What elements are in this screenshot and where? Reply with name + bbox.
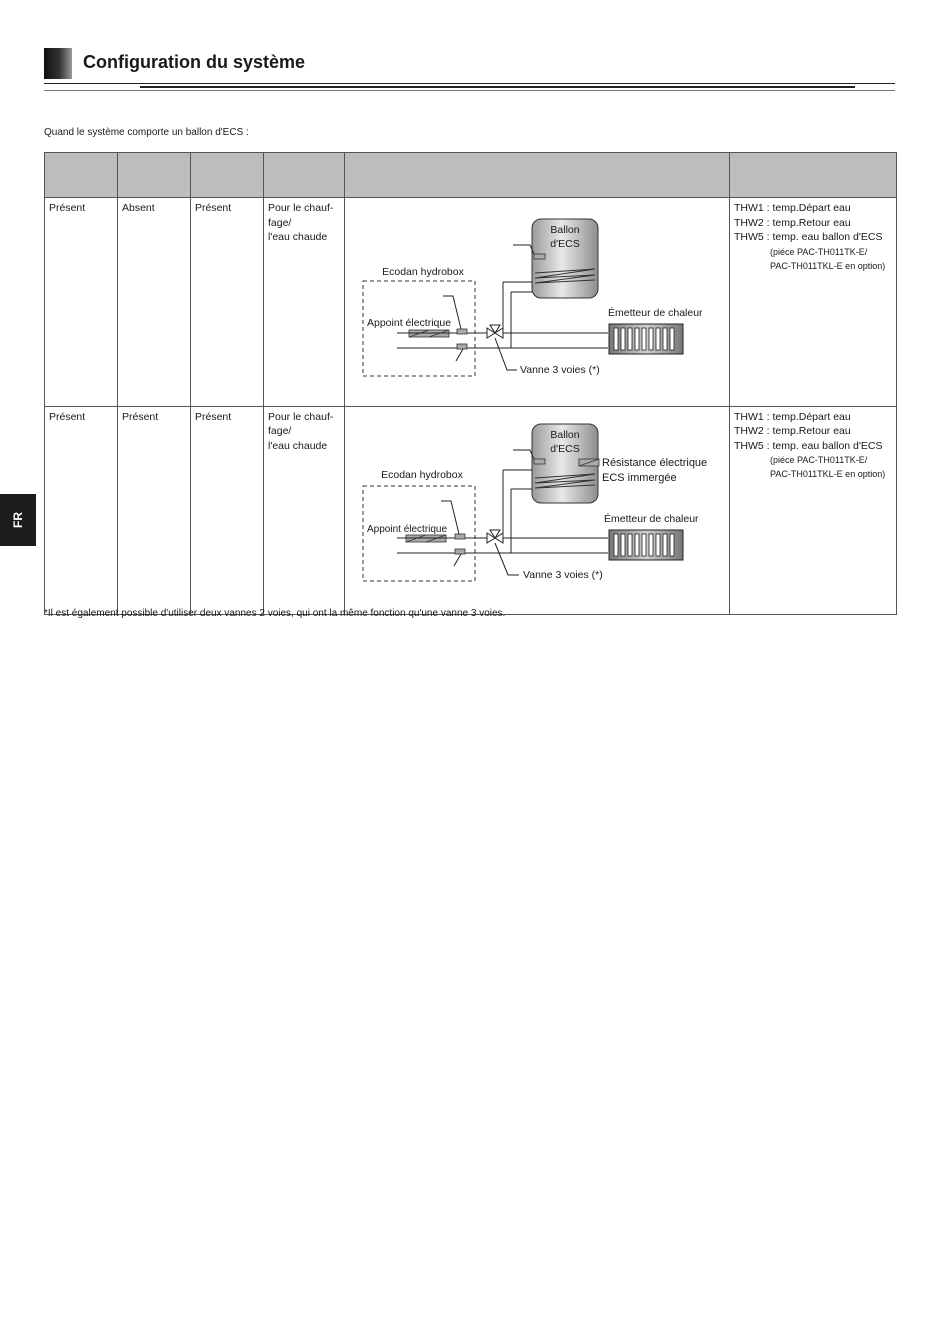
language-tab-label: FR	[11, 512, 25, 528]
sensor-legend-cell	[730, 198, 897, 407]
tank-label-2: d'ECS	[550, 238, 580, 250]
configuration-table	[44, 152, 897, 615]
tank-label: Ballon	[550, 224, 580, 236]
valve-label: Vanne 3 voies (*)	[520, 364, 600, 376]
system-diagram-1	[345, 198, 730, 407]
diagram-svg	[345, 198, 730, 401]
header-cell	[264, 153, 345, 198]
legend-sub: PAC-TH011TKL-E en option)	[770, 260, 886, 271]
tank-label: Ballon	[550, 428, 580, 441]
legend-sub: (piéce PAC-TH011TK-E/	[770, 455, 868, 465]
tank-label-2: d'ECS	[550, 442, 580, 455]
valve-label: Vanne 3 voies (*)	[523, 568, 603, 581]
table-cell: Pour le chauf- fage/ l'eau chaude	[264, 406, 345, 615]
thw5-sensor	[534, 254, 545, 259]
header-cell	[45, 153, 118, 198]
thw1-sensor	[455, 534, 465, 539]
header-cell	[730, 153, 897, 198]
legend-line: THW2 : temp.Retour eau	[734, 425, 851, 437]
table-cell: Présent	[45, 406, 118, 615]
sensor-legend-cell	[730, 406, 897, 615]
hydrobox-label: Ecodan hydrobox	[381, 468, 463, 481]
emitter-label: Émetteur de chaleur	[604, 512, 699, 525]
legend-line: THW2 : temp.Retour eau	[734, 216, 851, 229]
thw1-sensor	[457, 329, 467, 334]
legend-line: THW1 : temp.Départ eau	[734, 202, 851, 214]
table-row	[45, 198, 897, 407]
header-cell	[191, 153, 264, 198]
booster-label: Appoint électrique	[367, 523, 448, 535]
emitter-label: Émetteur de chaleur	[608, 307, 703, 319]
table-cell: Présent	[45, 198, 118, 407]
thw2-sensor	[455, 549, 465, 554]
header-block-icon	[44, 48, 72, 79]
header-cell	[345, 153, 730, 198]
table-cell: Absent	[118, 198, 191, 407]
table-cell: Présent	[118, 406, 191, 615]
booster-label: Appoint électrique	[367, 317, 452, 329]
table-header-row	[45, 153, 897, 198]
thw5-sensor	[534, 459, 545, 464]
legend-line: THW5 : temp. eau ballon d'ECS	[734, 439, 883, 452]
legend-sub: (piéce PAC-TH011TK-E/	[770, 246, 868, 257]
header-rule-thick	[140, 86, 855, 88]
legend-sub: PAC-TH011TKL-E en option)	[770, 469, 886, 479]
table-row	[45, 406, 897, 615]
intro-text: Quand le système comporte un ballon d'ECS :	[44, 127, 249, 138]
table-cell: Pour le chauf- fage/ l'eau chaude	[264, 198, 345, 407]
legend-line: THW1 : temp.Départ eau	[734, 410, 851, 423]
language-tab	[0, 494, 36, 546]
immersion-label: Résistance électrique	[602, 456, 708, 469]
thw5-leader	[513, 245, 534, 254]
footnote: *Il est également possible d'utiliser deux vannes 2 voies, qui ont la même fonction qu'une vanne 3 voies.	[44, 608, 506, 619]
diagram-svg	[345, 407, 730, 610]
thw2-sensor	[457, 344, 467, 349]
header-rule	[44, 83, 895, 84]
header-cell	[118, 153, 191, 198]
table-cell: Présent	[191, 198, 264, 407]
legend-line: THW5 : temp. eau ballon d'ECS	[734, 231, 883, 243]
page-title: Configuration du système	[83, 52, 306, 72]
header-rule-thin	[44, 90, 895, 91]
immersion-label-2: ECS immergée	[602, 471, 677, 484]
hydrobox-label: Ecodan hydrobox	[382, 266, 464, 278]
table-cell: Présent	[191, 406, 264, 615]
system-diagram-2	[345, 406, 730, 615]
